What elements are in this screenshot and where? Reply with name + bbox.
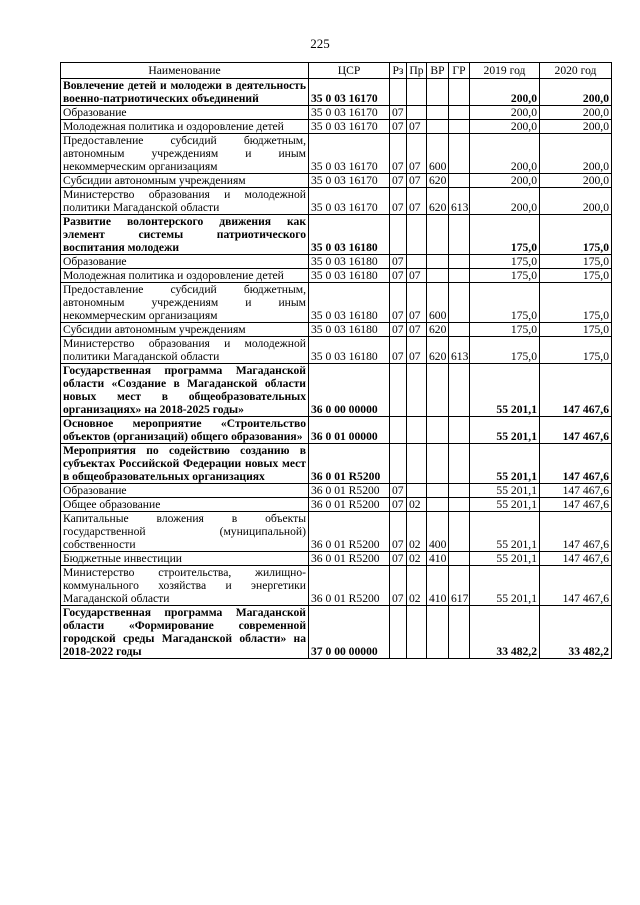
cell-pr: 07	[407, 283, 427, 323]
cell-vr	[427, 444, 449, 484]
table-row	[61, 484, 612, 498]
cell-gr	[449, 444, 470, 484]
cell-gr	[449, 484, 470, 498]
cell-vr	[427, 269, 449, 283]
cell-2019: 55 201,1	[470, 512, 540, 552]
cell-2020: 175,0	[540, 337, 612, 364]
cell-2019: 175,0	[470, 323, 540, 337]
table-row	[61, 323, 612, 337]
cell-vr: 620	[427, 174, 449, 188]
cell-name: Вовлечение детей и молодежи в деятельность военно-патриотических объединений	[61, 79, 309, 106]
cell-gr	[449, 552, 470, 566]
header-csr: ЦСР	[309, 63, 390, 79]
cell-rz: 07	[390, 323, 407, 337]
cell-pr: 07	[407, 120, 427, 134]
cell-gr	[449, 120, 470, 134]
cell-gr	[449, 606, 470, 659]
cell-pr: 02	[407, 512, 427, 552]
cell-name: Образование	[61, 484, 309, 498]
cell-2020: 200,0	[540, 79, 612, 106]
cell-name: Образование	[61, 255, 309, 269]
cell-2020: 200,0	[540, 188, 612, 215]
table-row	[61, 255, 612, 269]
cell-vr: 620	[427, 188, 449, 215]
cell-csr: 35 0 03 16170	[309, 188, 390, 215]
cell-rz: 07	[390, 484, 407, 498]
table-header-row	[61, 63, 612, 79]
cell-2020: 200,0	[540, 106, 612, 120]
cell-2019: 175,0	[470, 269, 540, 283]
cell-gr	[449, 283, 470, 323]
cell-csr: 35 0 03 16170	[309, 106, 390, 120]
cell-csr: 37 0 00 00000	[309, 606, 390, 659]
cell-2020: 200,0	[540, 134, 612, 174]
cell-vr: 620	[427, 323, 449, 337]
cell-pr: 02	[407, 498, 427, 512]
cell-csr: 35 0 03 16180	[309, 269, 390, 283]
cell-vr: 410	[427, 552, 449, 566]
cell-vr	[427, 106, 449, 120]
cell-2020: 147 467,6	[540, 444, 612, 484]
cell-vr	[427, 364, 449, 417]
cell-2019: 55 201,1	[470, 566, 540, 606]
cell-name: Молодежная политика и оздоровление детей	[61, 120, 309, 134]
cell-2019: 200,0	[470, 134, 540, 174]
cell-name: Государственная программа Магаданской области «Создание в Магаданской области новых мест в общеобразовательных организациях» на 2018-2025 годы»	[61, 364, 309, 417]
cell-csr: 35 0 03 16170	[309, 174, 390, 188]
cell-2019: 55 201,1	[470, 484, 540, 498]
cell-gr	[449, 174, 470, 188]
cell-pr: 02	[407, 566, 427, 606]
cell-gr	[449, 215, 470, 255]
table-row	[61, 283, 612, 323]
header-pr: Пр	[407, 63, 427, 79]
cell-rz: 07	[390, 566, 407, 606]
table-row	[61, 134, 612, 174]
cell-name: Министерство строительства, жилищно-коммунального хозяйства и энергетики Магаданской области	[61, 566, 309, 606]
cell-name: Образование	[61, 106, 309, 120]
cell-csr: 35 0 03 16170	[309, 134, 390, 174]
cell-rz: 07	[390, 134, 407, 174]
cell-name: Основное мероприятие «Строительство объектов (организаций) общего образования»	[61, 417, 309, 444]
cell-gr	[449, 417, 470, 444]
cell-pr	[407, 484, 427, 498]
table-row	[61, 337, 612, 364]
header-vr: ВР	[427, 63, 449, 79]
cell-pr: 07	[407, 174, 427, 188]
cell-csr: 35 0 03 16180	[309, 283, 390, 323]
cell-csr: 36 0 00 00000	[309, 364, 390, 417]
cell-name: Предоставление субсидий бюджетным, автономным учреждениям и иным некоммерческим организациям	[61, 283, 309, 323]
cell-rz	[390, 606, 407, 659]
cell-rz	[390, 79, 407, 106]
cell-csr: 36 0 01 00000	[309, 417, 390, 444]
cell-gr	[449, 364, 470, 417]
cell-rz: 07	[390, 498, 407, 512]
cell-rz: 07	[390, 269, 407, 283]
page-number: 225	[310, 36, 330, 51]
cell-csr: 36 0 01 R5200	[309, 552, 390, 566]
cell-pr: 07	[407, 323, 427, 337]
cell-vr	[427, 255, 449, 269]
table-row	[61, 269, 612, 283]
table-row	[61, 552, 612, 566]
table-row	[61, 79, 612, 106]
table-body	[61, 79, 612, 659]
table-row	[61, 364, 612, 417]
header-rz: Рз	[390, 63, 407, 79]
cell-2020: 147 467,6	[540, 417, 612, 444]
cell-2019: 55 201,1	[470, 498, 540, 512]
cell-2019: 175,0	[470, 337, 540, 364]
cell-rz: 07	[390, 188, 407, 215]
cell-csr: 35 0 03 16170	[309, 120, 390, 134]
budget-table	[60, 62, 612, 659]
cell-2019: 200,0	[470, 106, 540, 120]
cell-2020: 175,0	[540, 323, 612, 337]
cell-rz: 07	[390, 255, 407, 269]
table-row	[61, 106, 612, 120]
table-row	[61, 417, 612, 444]
cell-pr	[407, 79, 427, 106]
cell-vr: 400	[427, 512, 449, 552]
cell-rz: 07	[390, 120, 407, 134]
cell-pr	[407, 364, 427, 417]
cell-vr	[427, 606, 449, 659]
table-row	[61, 566, 612, 606]
cell-gr	[449, 323, 470, 337]
cell-gr	[449, 512, 470, 552]
cell-csr: 35 0 03 16180	[309, 255, 390, 269]
cell-name: Молодежная политика и оздоровление детей	[61, 269, 309, 283]
cell-2019: 33 482,2	[470, 606, 540, 659]
cell-pr: 02	[407, 552, 427, 566]
cell-pr	[407, 215, 427, 255]
cell-vr	[427, 498, 449, 512]
cell-rz: 07	[390, 174, 407, 188]
cell-2020: 200,0	[540, 174, 612, 188]
table-row	[61, 215, 612, 255]
cell-vr	[427, 79, 449, 106]
cell-pr	[407, 255, 427, 269]
cell-2020: 147 467,6	[540, 566, 612, 606]
cell-pr	[407, 444, 427, 484]
cell-2020: 33 482,2	[540, 606, 612, 659]
cell-rz: 07	[390, 337, 407, 364]
cell-csr: 36 0 01 R5200	[309, 498, 390, 512]
cell-pr	[407, 106, 427, 120]
cell-2019: 175,0	[470, 215, 540, 255]
cell-pr: 07	[407, 337, 427, 364]
cell-name: Министерство образования и молодежной политики Магаданской области	[61, 337, 309, 364]
cell-csr: 35 0 03 16170	[309, 79, 390, 106]
header-2019: 2019 год	[470, 63, 540, 79]
cell-2019: 200,0	[470, 188, 540, 215]
cell-pr	[407, 417, 427, 444]
cell-2019: 55 201,1	[470, 444, 540, 484]
cell-name: Субсидии автономным учреждениям	[61, 174, 309, 188]
cell-vr: 600	[427, 283, 449, 323]
cell-rz: 07	[390, 283, 407, 323]
cell-vr	[427, 417, 449, 444]
cell-2019: 175,0	[470, 255, 540, 269]
cell-rz	[390, 417, 407, 444]
cell-csr: 35 0 03 16180	[309, 337, 390, 364]
header-gr: ГР	[449, 63, 470, 79]
cell-name: Развитие волонтерского движения как элемент системы патриотического воспитания молодежи	[61, 215, 309, 255]
cell-csr: 36 0 01 R5200	[309, 512, 390, 552]
cell-pr: 07	[407, 188, 427, 215]
cell-vr: 620	[427, 337, 449, 364]
cell-2020: 147 467,6	[540, 552, 612, 566]
cell-name: Бюджетные инвестиции	[61, 552, 309, 566]
cell-gr	[449, 269, 470, 283]
table-row	[61, 512, 612, 552]
header-name: Наименование	[61, 63, 309, 79]
cell-2020: 200,0	[540, 120, 612, 134]
table-row	[61, 444, 612, 484]
cell-2019: 200,0	[470, 79, 540, 106]
cell-rz	[390, 215, 407, 255]
cell-rz: 07	[390, 106, 407, 120]
cell-2019: 175,0	[470, 283, 540, 323]
cell-csr: 36 0 01 R5200	[309, 484, 390, 498]
cell-name: Предоставление субсидий бюджетным, автономным учреждениям и иным некоммерческим организациям	[61, 134, 309, 174]
cell-gr: 613	[449, 337, 470, 364]
cell-csr: 35 0 03 16180	[309, 215, 390, 255]
cell-name: Министерство образования и молодежной политики Магаданской области	[61, 188, 309, 215]
cell-gr	[449, 79, 470, 106]
cell-2020: 147 467,6	[540, 512, 612, 552]
header-2020: 2020 год	[540, 63, 612, 79]
cell-2019: 200,0	[470, 174, 540, 188]
cell-2020: 175,0	[540, 283, 612, 323]
cell-2019: 55 201,1	[470, 552, 540, 566]
cell-gr	[449, 134, 470, 174]
cell-csr: 36 0 01 R5200	[309, 566, 390, 606]
cell-2020: 175,0	[540, 255, 612, 269]
table-row	[61, 188, 612, 215]
cell-gr	[449, 498, 470, 512]
cell-vr	[427, 215, 449, 255]
cell-name: Капитальные вложения в объекты государственной (муниципальной) собственности	[61, 512, 309, 552]
cell-rz: 07	[390, 552, 407, 566]
cell-2019: 200,0	[470, 120, 540, 134]
cell-csr: 35 0 03 16180	[309, 323, 390, 337]
cell-vr: 600	[427, 134, 449, 174]
cell-gr	[449, 255, 470, 269]
cell-name: Мероприятия по содействию созданию в субъектах Российской Федерации новых мест в общеобразовательных организациях	[61, 444, 309, 484]
cell-name: Государственная программа Магаданской области «Формирование современной городской среды Магаданской области» на 2018-2022 годы	[61, 606, 309, 659]
cell-2020: 175,0	[540, 269, 612, 283]
cell-vr	[427, 484, 449, 498]
table-row	[61, 174, 612, 188]
cell-vr: 410	[427, 566, 449, 606]
table-row	[61, 120, 612, 134]
cell-vr	[427, 120, 449, 134]
cell-name: Общее образование	[61, 498, 309, 512]
cell-gr	[449, 106, 470, 120]
cell-2020: 147 467,6	[540, 484, 612, 498]
cell-2020: 175,0	[540, 215, 612, 255]
cell-gr: 617	[449, 566, 470, 606]
cell-csr: 36 0 01 R5200	[309, 444, 390, 484]
cell-2019: 55 201,1	[470, 364, 540, 417]
cell-rz	[390, 444, 407, 484]
table-row	[61, 498, 612, 512]
cell-pr: 07	[407, 269, 427, 283]
cell-2019: 55 201,1	[470, 417, 540, 444]
cell-2020: 147 467,6	[540, 364, 612, 417]
cell-gr: 613	[449, 188, 470, 215]
cell-2020: 147 467,6	[540, 498, 612, 512]
cell-name: Субсидии автономным учреждениям	[61, 323, 309, 337]
cell-pr: 07	[407, 134, 427, 174]
cell-pr	[407, 606, 427, 659]
cell-rz: 07	[390, 512, 407, 552]
table-row	[61, 606, 612, 659]
cell-rz	[390, 364, 407, 417]
